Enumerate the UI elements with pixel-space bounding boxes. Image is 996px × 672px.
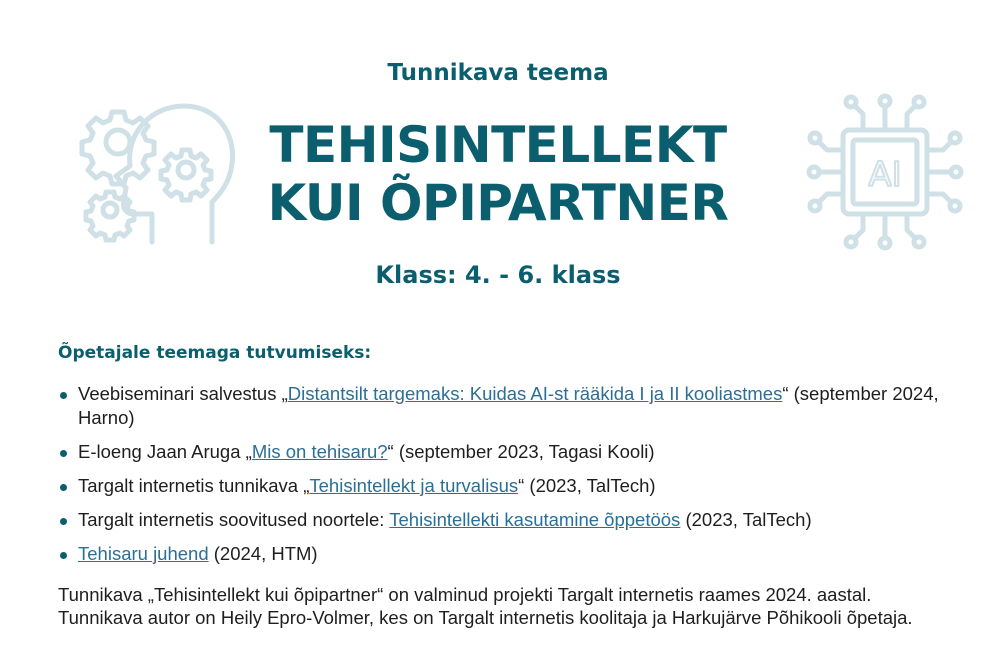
resource-list xyxy=(58,382,958,576)
resource-link[interactable]: Tehisaru juhend xyxy=(78,543,209,564)
list-item xyxy=(58,440,958,464)
list-item xyxy=(58,474,958,498)
section-heading: Õpetajale teemaga tutvumiseks: xyxy=(58,343,372,363)
list-item xyxy=(58,382,958,430)
resource-suffix: “ (2023, TalTech) xyxy=(518,475,656,496)
lesson-theme-label: Tunnikava teema xyxy=(387,60,609,86)
resource-suffix: “ (september 2024, Harno) xyxy=(78,383,939,428)
resource-suffix: (2023, TalTech) xyxy=(680,509,812,530)
resource-link[interactable]: Tehisintellekt ja turvalisus xyxy=(309,475,519,496)
resource-prefix: E-loeng Jaan Aruga „ xyxy=(78,441,252,462)
list-item xyxy=(58,508,958,532)
chip-label: AI xyxy=(868,155,902,195)
grade-level: Klass: 4. - 6. klass xyxy=(375,261,621,289)
list-item xyxy=(58,542,958,566)
resource-suffix: “ (september 2023, Tagasi Kooli) xyxy=(387,441,655,462)
credits-paragraph: Tunnikava „Tehisintellekt kui õpipartner“ on valminud projekti Targalt internetis raames 2024. aastal. Tunnikava autor on Heily Epro-Volmer, kes on Targalt internetis koolitaja ja Harkujärve Põhikooli õpetaja. xyxy=(58,584,913,628)
resource-prefix: Veebiseminari salvestus „ xyxy=(78,383,288,404)
resource-prefix: Targalt internetis tunnikava „ xyxy=(78,475,310,496)
resource-link[interactable]: Distantsilt targemaks: Kuidas AI-st rääkida I ja II kooliastmes xyxy=(287,383,783,404)
title-line-2: KUI ÕPIPARTNER xyxy=(267,174,729,232)
resource-link[interactable]: Tehisintellekti kasutamine õppetöös xyxy=(389,509,681,530)
resource-link[interactable]: Mis on tehisaru? xyxy=(251,441,388,462)
resource-prefix: Targalt internetis soovitused noortele: xyxy=(78,509,390,530)
resource-suffix: (2024, HTM) xyxy=(208,543,318,564)
title-line-1: TEHISINTELLEKT xyxy=(269,116,727,174)
page-title xyxy=(0,116,996,232)
